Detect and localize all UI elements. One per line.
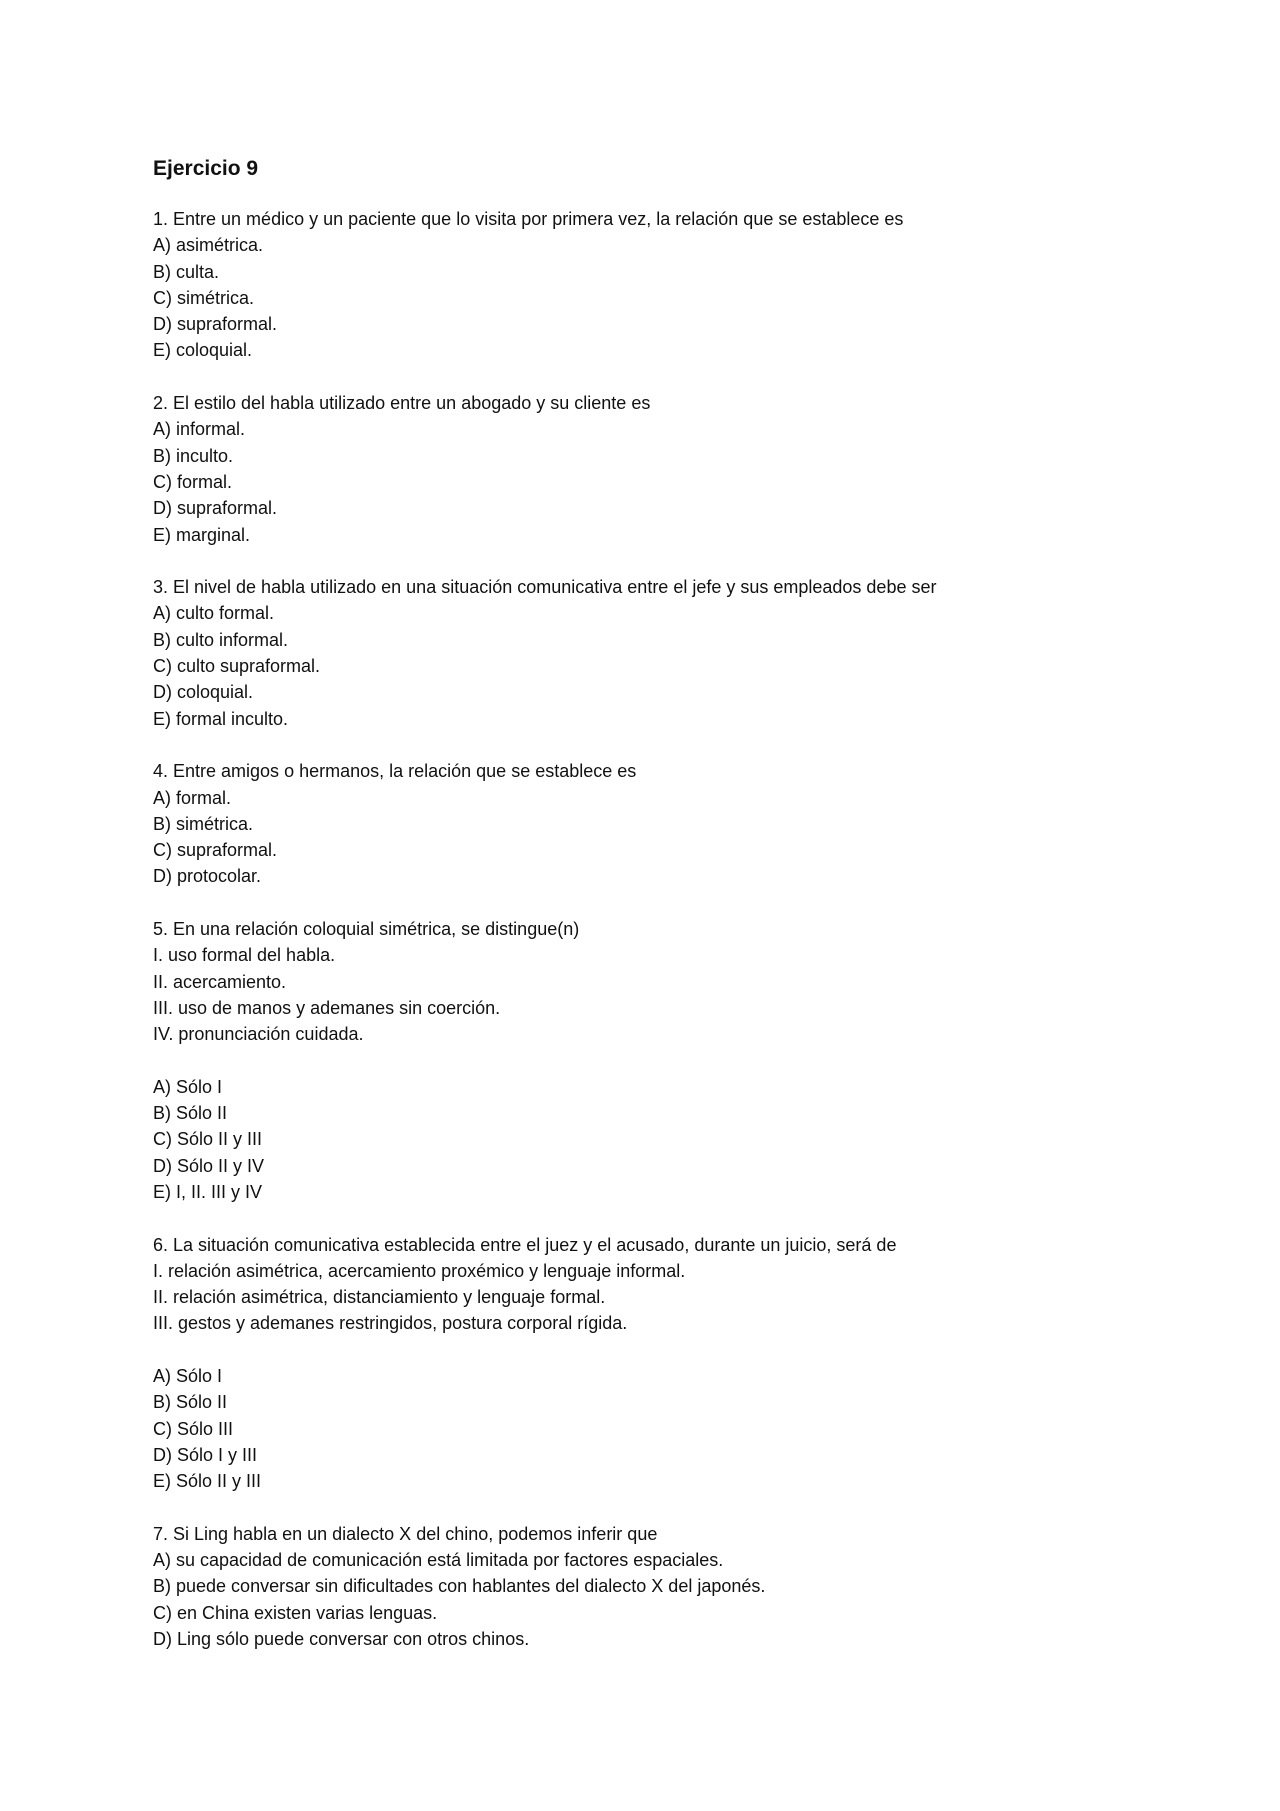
question-stem: 6. La situación comunicativa establecida entre el juez y el acusado, durante un juicio, será de — [153, 1234, 897, 1255]
answer-option: B) puede conversar sin dificultades con hablantes del dialecto X del japonés. — [153, 1576, 766, 1597]
answer-option: A) Sólo I — [153, 1076, 223, 1097]
question-list — [153, 206, 1153, 1652]
spacer — [153, 1337, 1153, 1363]
answer-option: D) Sólo II y IV — [153, 1155, 265, 1176]
answer-option: D) supraformal. — [153, 498, 278, 519]
question-statement: II. relación asimétrica, distanciamiento y lenguaje formal. — [153, 1287, 606, 1308]
document-page — [153, 152, 1153, 1652]
answer-option: A) culto formal. — [153, 603, 275, 624]
answer-option: B) Sólo II — [153, 1103, 228, 1124]
answer-option: D) supraformal. — [153, 314, 278, 335]
question-block — [153, 916, 1153, 1232]
answer-option: D) coloquial. — [153, 682, 254, 703]
question-block — [153, 206, 1153, 390]
answer-option: B) simétrica. — [153, 813, 254, 834]
spacer — [153, 1205, 1153, 1231]
answer-option: D) protocolar. — [153, 866, 262, 887]
question-stem: 5. En una relación coloquial simétrica, se distingue(n) — [153, 919, 580, 940]
answer-option: E) marginal. — [153, 524, 251, 545]
spacer — [153, 1495, 1153, 1521]
answer-option: E) coloquial. — [153, 340, 253, 361]
answer-option: E) I, II. III y IV — [153, 1181, 263, 1202]
question-stem: 7. Si Ling habla en un dialecto X del chino, podemos inferir que — [153, 1523, 658, 1544]
question-stem: 2. El estilo del habla utilizado entre un abogado y su cliente es — [153, 393, 651, 414]
question-block — [153, 390, 1153, 574]
question-block — [153, 1521, 1153, 1652]
question-statement: IV. pronunciación cuidada. — [153, 1024, 364, 1045]
spacer — [153, 732, 1153, 758]
question-statement: I. relación asimétrica, acercamiento proxémico y lenguaje informal. — [153, 1260, 686, 1281]
answer-option: A) formal. — [153, 787, 232, 808]
answer-option: A) Sólo I — [153, 1366, 223, 1387]
answer-option: C) simétrica. — [153, 287, 255, 308]
answer-option: B) culto informal. — [153, 629, 289, 650]
spacer — [153, 364, 1153, 390]
answer-option: D) Sólo I y III — [153, 1444, 258, 1465]
page-title: Ejercicio 9 — [153, 157, 259, 180]
spacer — [153, 1048, 1153, 1074]
answer-option: C) Sólo II y III — [153, 1129, 263, 1150]
spacer — [153, 548, 1153, 574]
question-statement: III. uso de manos y ademanes sin coerción. — [153, 997, 501, 1018]
answer-option: C) en China existen varias lenguas. — [153, 1602, 438, 1623]
answer-option: C) formal. — [153, 471, 233, 492]
question-block — [153, 1232, 1153, 1521]
answer-option: B) Sólo II — [153, 1392, 228, 1413]
answer-option: D) Ling sólo puede conversar con otros chinos. — [153, 1629, 530, 1650]
answer-option: C) Sólo III — [153, 1418, 234, 1439]
answer-option: E) Sólo II y III — [153, 1471, 262, 1492]
answer-option: A) su capacidad de comunicación está limitada por factores espaciales. — [153, 1550, 724, 1571]
question-block — [153, 758, 1153, 916]
question-block — [153, 574, 1153, 758]
question-statement: III. gestos y ademanes restringidos, postura corporal rígida. — [153, 1313, 628, 1334]
question-stem: 1. Entre un médico y un paciente que lo visita por primera vez, la relación que se establece es — [153, 209, 904, 229]
spacer — [153, 890, 1153, 916]
answer-option: E) formal inculto. — [153, 708, 289, 729]
answer-option: C) culto supraformal. — [153, 656, 321, 677]
answer-option: C) supraformal. — [153, 840, 278, 861]
question-statement: II. acercamiento. — [153, 971, 287, 992]
answer-option: A) informal. — [153, 419, 246, 440]
answer-option: A) asimétrica. — [153, 235, 264, 256]
question-statement: I. uso formal del habla. — [153, 945, 336, 966]
answer-option: B) culta. — [153, 261, 220, 282]
question-stem: 3. El nivel de habla utilizado en una situación comunicativa entre el jefe y sus empleados debe ser — [153, 577, 937, 598]
answer-option: B) inculto. — [153, 445, 234, 466]
question-stem: 4. Entre amigos o hermanos, la relación que se establece es — [153, 761, 637, 782]
